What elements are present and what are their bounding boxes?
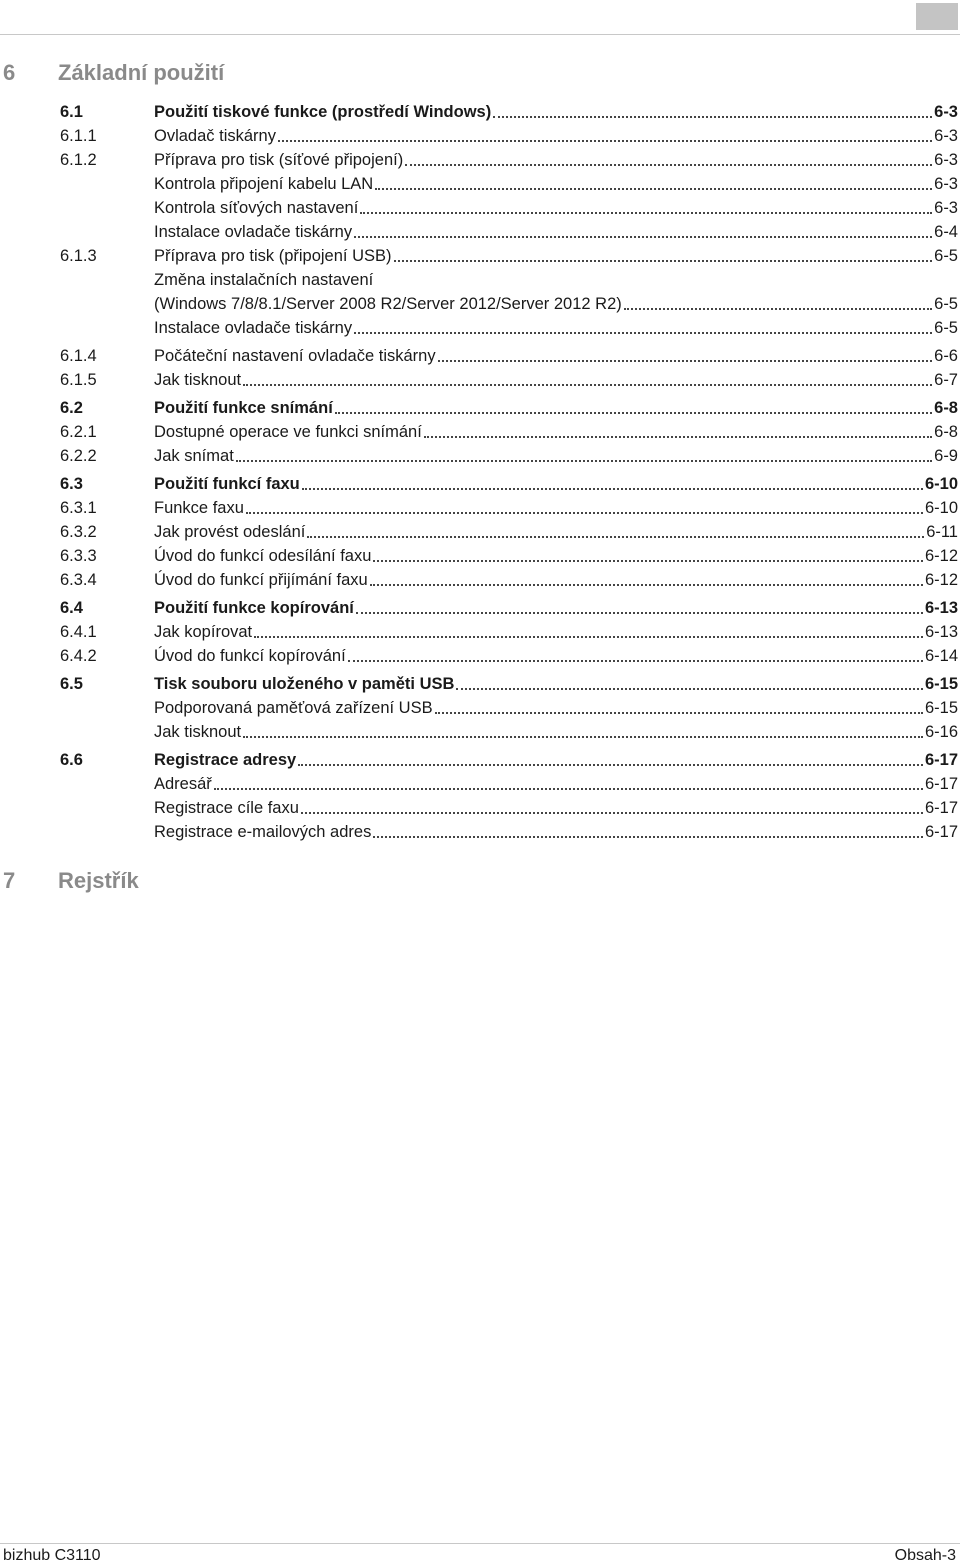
toc-entry-page: 6-15	[924, 675, 958, 693]
toc-entry-number: 6.3.2	[60, 523, 97, 541]
toc-entry-page: 6-17	[924, 823, 958, 841]
toc-entry[interactable]	[60, 420, 958, 444]
toc-dot-leader	[278, 140, 932, 142]
toc-entry-number: 6.1.2	[60, 151, 97, 169]
toc-entry-page: 6-5	[934, 319, 958, 337]
toc-entry-title: Kontrola síťových nastavení	[154, 199, 359, 217]
toc-entry-title: Instalace ovladače tiskárny	[154, 319, 353, 337]
toc-entry-number: 6.3.1	[60, 499, 97, 517]
toc-entry-page: 6-10	[924, 499, 958, 517]
toc-dot-leader	[243, 736, 923, 738]
toc-entry-page: 6-13	[924, 599, 958, 617]
toc-entry-title: Jak snímat	[154, 447, 234, 465]
toc-entry[interactable]	[60, 220, 958, 244]
toc-dot-leader	[348, 660, 923, 662]
toc-entry-title: Změna instalačních nastavení	[154, 271, 374, 289]
toc-entry[interactable]	[60, 444, 958, 468]
toc-entry-title: Instalace ovladače tiskárny	[154, 223, 353, 241]
toc-entry[interactable]	[60, 316, 958, 340]
toc-entry[interactable]	[60, 292, 958, 316]
toc-entry-number: 6.1	[60, 103, 83, 121]
toc-dot-leader	[493, 116, 932, 118]
toc-dot-leader	[424, 436, 932, 438]
toc-entry-page: 6-7	[934, 371, 958, 389]
toc-entry[interactable]	[60, 196, 958, 220]
toc-entry[interactable]	[60, 520, 958, 544]
toc-entry[interactable]	[60, 748, 958, 772]
toc-entry[interactable]	[60, 644, 958, 668]
toc-entry[interactable]	[60, 620, 958, 644]
toc-dot-leader	[354, 236, 932, 238]
toc-entry-number: 6.6	[60, 751, 83, 769]
toc-entry-page: 6-9	[934, 447, 958, 465]
toc-dot-leader	[375, 188, 932, 190]
toc-entry-page: 6-5	[934, 247, 958, 265]
toc-entry-title: Příprava pro tisk (připojení USB)	[154, 247, 392, 265]
toc-entry[interactable]	[60, 268, 958, 292]
toc-dot-leader	[360, 212, 932, 214]
toc-entry[interactable]	[60, 544, 958, 568]
chapter-6-heading[interactable]	[3, 60, 224, 86]
toc-entry-title: Úvod do funkcí kopírování	[154, 647, 346, 665]
toc-dot-leader	[435, 712, 923, 714]
toc-entry-title: Použití funkce kopírování	[154, 599, 354, 617]
toc-entry-page: 6-12	[924, 547, 958, 565]
toc-entry-page: 6-3	[934, 127, 958, 145]
toc-dot-leader	[243, 384, 932, 386]
toc-entry[interactable]	[60, 148, 958, 172]
toc-entry[interactable]	[60, 820, 958, 844]
toc-entry-number: 6.3	[60, 475, 83, 493]
toc-dot-leader	[456, 688, 923, 690]
toc-entry-page: 6-5	[934, 295, 958, 313]
table-of-contents	[60, 100, 958, 844]
toc-dot-leader	[214, 788, 923, 790]
toc-entry-number: 6.5	[60, 675, 83, 693]
toc-entry[interactable]	[60, 672, 958, 696]
chapter-7-heading[interactable]	[3, 868, 139, 894]
toc-entry[interactable]	[60, 696, 958, 720]
toc-entry-title: Použití tiskové funkce (prostředí Windows)	[154, 103, 492, 121]
toc-entry-title: Adresář	[154, 775, 212, 793]
toc-entry-page: 6-17	[924, 799, 958, 817]
toc-entry-page: 6-3	[934, 103, 958, 121]
toc-entry-title: Registrace cíle faxu	[154, 799, 299, 817]
toc-dot-leader	[354, 332, 932, 334]
toc-entry-page: 6-13	[924, 623, 958, 641]
toc-entry-number: 6.1.5	[60, 371, 97, 389]
toc-entry[interactable]	[60, 772, 958, 796]
toc-entry-title: Použití funkce snímání	[154, 399, 333, 417]
toc-entry-title: Počáteční nastavení ovladače tiskárny	[154, 347, 436, 365]
toc-entry-number: 6.2.2	[60, 447, 97, 465]
toc-entry-page: 6-12	[924, 571, 958, 589]
toc-dot-leader	[373, 560, 923, 562]
toc-entry-page: 6-4	[934, 223, 958, 241]
toc-dot-leader	[405, 164, 932, 166]
toc-entry-title: (Windows 7/8/8.1/Server 2008 R2/Server 2012/Server 2012 R2)	[154, 295, 622, 313]
toc-entry-title: Tisk souboru uloženého v paměti USB	[154, 675, 455, 693]
toc-entry-page: 6-8	[934, 399, 958, 417]
toc-entry-title: Registrace e-mailových adres	[154, 823, 372, 841]
toc-entry[interactable]	[60, 244, 958, 268]
toc-dot-leader	[246, 512, 923, 514]
toc-entry-title: Jak kopírovat	[154, 623, 253, 641]
toc-entry-title: Dostupné operace ve funkci snímání	[154, 423, 422, 441]
toc-dot-leader	[370, 584, 923, 586]
toc-entry-page: 6-3	[934, 199, 958, 217]
toc-entry-number: 6.4.2	[60, 647, 97, 665]
toc-entry-title: Jak tisknout	[154, 723, 242, 741]
toc-entry[interactable]	[60, 472, 958, 496]
toc-entry-title: Příprava pro tisk (síťové připojení)	[154, 151, 404, 169]
toc-entry-title: Ovladač tiskárny	[154, 127, 276, 145]
toc-entry[interactable]	[60, 596, 958, 620]
toc-dot-leader	[438, 360, 933, 362]
toc-entry-page: 6-14	[924, 647, 958, 665]
toc-entry-page: 6-17	[924, 751, 958, 769]
toc-entry-title: Použití funkcí faxu	[154, 475, 300, 493]
toc-entry-title: Podporovaná paměťová zařízení USB	[154, 699, 433, 717]
chapter-number: 6	[3, 60, 16, 85]
toc-entry-number: 6.4.1	[60, 623, 97, 641]
toc-entry[interactable]	[60, 568, 958, 592]
toc-dot-leader	[301, 812, 923, 814]
header-corner-tab	[916, 3, 958, 30]
toc-dot-leader	[307, 536, 924, 538]
toc-entry-number: 6.2.1	[60, 423, 97, 441]
toc-entry-number: 6.1.1	[60, 127, 97, 145]
toc-entry-page: 6-10	[924, 475, 958, 493]
toc-entry-title: Jak provést odeslání	[154, 523, 306, 541]
chapter-number: 7	[3, 868, 16, 893]
toc-entry-title: Úvod do funkcí přijímání faxu	[154, 571, 368, 589]
footer-product-name: bizhub C3110	[3, 1547, 101, 1564]
toc-entry-number: 6.3.4	[60, 571, 97, 589]
toc-entry[interactable]	[60, 396, 958, 420]
toc-entry[interactable]	[60, 496, 958, 520]
toc-dot-leader	[624, 308, 932, 310]
header-divider	[0, 34, 960, 35]
toc-entry-page: 6-17	[924, 775, 958, 793]
toc-entry-page: 6-11	[926, 523, 958, 541]
toc-entry-page: 6-6	[934, 347, 958, 365]
toc-entry-title: Jak tisknout	[154, 371, 242, 389]
toc-entry-title: Kontrola připojení kabelu LAN	[154, 175, 374, 193]
toc-entry-number: 6.1.4	[60, 347, 97, 365]
toc-entry[interactable]	[60, 172, 958, 196]
toc-entry-page: 6-3	[934, 151, 958, 169]
toc-entry[interactable]	[60, 100, 958, 124]
toc-entry-number: 6.3.3	[60, 547, 97, 565]
toc-entry[interactable]	[60, 796, 958, 820]
toc-dot-leader	[335, 412, 932, 414]
toc-entry-number: 6.2	[60, 399, 83, 417]
toc-dot-leader	[254, 636, 923, 638]
toc-entry-page: 6-16	[924, 723, 958, 741]
toc-dot-leader	[302, 488, 923, 490]
toc-entry[interactable]	[60, 344, 958, 368]
toc-entry-page: 6-8	[934, 423, 958, 441]
toc-entry[interactable]	[60, 720, 958, 744]
toc-entry[interactable]	[60, 124, 958, 148]
footer-page-number: Obsah-3	[894, 1547, 956, 1564]
toc-dot-leader	[373, 836, 923, 838]
chapter-title: Základní použití	[58, 60, 225, 85]
toc-dot-leader	[394, 260, 933, 262]
toc-entry-number: 6.1.3	[60, 247, 97, 265]
toc-entry-number: 6.4	[60, 599, 83, 617]
toc-entry-page: 6-3	[934, 175, 958, 193]
chapter-title: Rejstřík	[58, 868, 139, 893]
toc-entry-title: Funkce faxu	[154, 499, 244, 517]
toc-dot-leader	[298, 764, 923, 766]
toc-dot-leader	[236, 460, 932, 462]
toc-entry-title: Úvod do funkcí odesílání faxu	[154, 547, 372, 565]
footer-divider	[0, 1543, 960, 1544]
toc-entry-page: 6-15	[924, 699, 958, 717]
toc-entry-title: Registrace adresy	[154, 751, 297, 769]
toc-entry[interactable]	[60, 368, 958, 392]
toc-dot-leader	[356, 612, 923, 614]
